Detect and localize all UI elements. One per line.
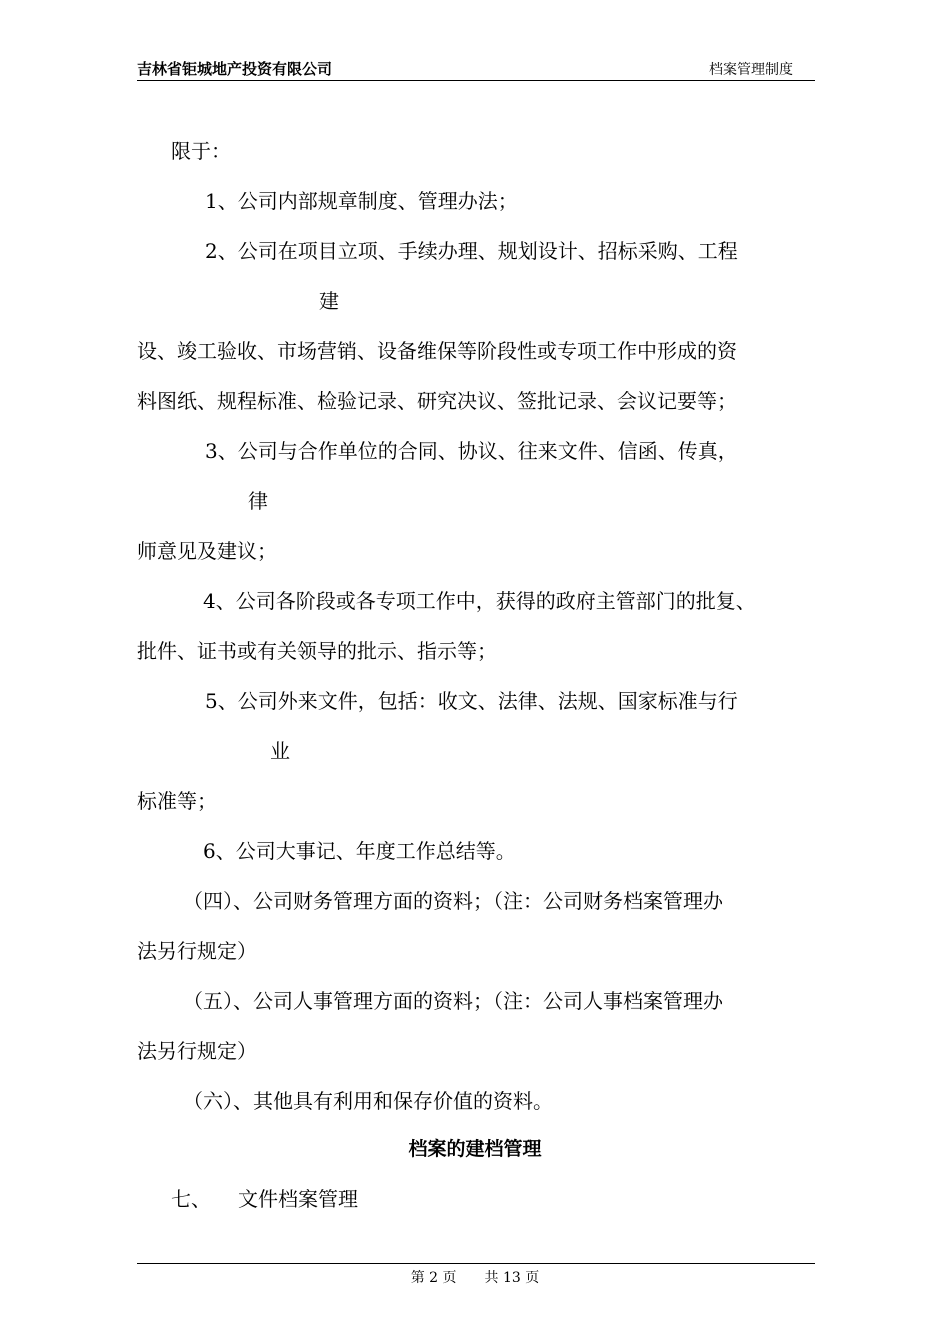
body-line: 设、竣工验收、市场营销、设备维保等阶段性或专项工作中形成的资 <box>137 339 737 363</box>
body-line: 批件、证书或有关领导的批示、指示等； <box>137 639 497 663</box>
page-footer-rule <box>137 1263 815 1264</box>
section-heading: 档案的建档管理 <box>408 1138 542 1160</box>
body-line: （四）、公司财务管理方面的资料；（注：公司财务档案管理办 <box>183 889 723 913</box>
body-line: 律 <box>248 489 268 513</box>
body-line: 4、公司各阶段或各专项工作中，获得的政府主管部门的批复、 <box>203 589 756 613</box>
body-line: 限于： <box>171 139 231 163</box>
body-line: 建 <box>319 289 339 313</box>
body-line: 5、公司外来文件，包括：收文、法律、法规、国家标准与行 <box>205 689 738 713</box>
body-line: 法另行规定） <box>137 939 257 963</box>
body-line: 6、公司大事记、年度工作总结等。 <box>203 839 516 863</box>
page-number: 第 2 页 共 13 页 <box>410 1270 540 1286</box>
header-company-name: 吉林省钜城地产投资有限公司 <box>137 60 333 78</box>
body-line: 师意见及建议； <box>137 539 277 563</box>
header-document-title: 档案管理制度 <box>709 62 793 78</box>
body-line: 业 <box>270 739 290 763</box>
subsection-number: 七、 <box>171 1187 211 1211</box>
body-line: 料图纸、规程标准、检验记录、研究决议、签批记录、会议记要等； <box>137 389 737 413</box>
body-line: 2、公司在项目立项、手续办理、规划设计、招标采购、工程 <box>205 239 738 263</box>
body-line: 3、公司与合作单位的合同、协议、往来文件、信函、传真， <box>205 439 738 463</box>
subsection-title: 文件档案管理 <box>238 1187 358 1211</box>
body-line: 1、公司内部规章制度、管理办法； <box>205 189 518 213</box>
body-line: （五）、公司人事管理方面的资料；（注：公司人事档案管理办 <box>183 989 723 1013</box>
body-line: 法另行规定） <box>137 1039 257 1063</box>
body-line: （六）、其他具有利用和保存价值的资料。 <box>183 1089 553 1113</box>
body-line: 标准等； <box>137 789 217 813</box>
page-header <box>137 56 815 81</box>
